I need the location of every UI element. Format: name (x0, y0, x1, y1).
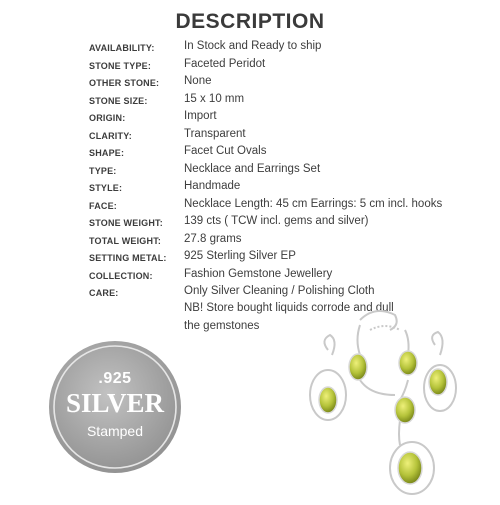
spec-row (89, 268, 494, 286)
spec-value: Faceted Peridot (184, 57, 266, 70)
spec-row (89, 40, 494, 58)
spec-row (89, 58, 494, 76)
badge-purity: .925 (98, 370, 132, 387)
spec-label: SHAPE: (89, 148, 125, 158)
spec-value: Facet Cut Ovals (184, 145, 267, 157)
spec-value: Only Silver Cleaning / Polishing Cloth (184, 285, 375, 297)
spec-label: CARE: (89, 288, 119, 298)
spec-row (89, 180, 494, 198)
spec-value: 139 cts ( TCW incl. gems and silver) (184, 215, 369, 227)
spec-value: Handmade (184, 180, 241, 192)
silver-stamp-badge (48, 340, 182, 474)
spec-label: STONE TYPE: (89, 60, 152, 71)
spec-value: Transparent (184, 127, 246, 140)
spec-row (89, 250, 494, 268)
spec-label: ORIGIN: (89, 113, 126, 123)
spec-value: 15 x 10 mm (184, 92, 245, 105)
spec-row (89, 93, 494, 111)
product-photo (300, 300, 500, 500)
spec-row (89, 75, 494, 93)
spec-label: STONE WEIGHT: (89, 218, 163, 228)
spec-value: 27.8 grams (184, 232, 242, 245)
spec-value: 925 Sterling Silver EP (184, 250, 296, 262)
spec-label: TOTAL WEIGHT: (89, 235, 162, 246)
spec-row (89, 128, 494, 146)
spec-label: TYPE: (89, 165, 117, 176)
spec-label: STONE SIZE: (89, 95, 148, 106)
spec-value: Import (184, 110, 217, 122)
necklace-earrings-image (300, 300, 500, 500)
spec-value: In Stock and Ready to ship (184, 40, 322, 52)
spec-value: None (184, 75, 212, 87)
spec-value: Fashion Gemstone Jewellery (184, 267, 333, 280)
spec-row (89, 145, 494, 163)
spec-label: AVAILABILITY: (89, 43, 155, 53)
badge-stamped: Stamped (86, 423, 144, 439)
page-title: DESCRIPTION (175, 10, 325, 33)
care-note-line-2: the gemstones (184, 320, 260, 332)
care-note-line-1: NB! Store bought liquids corrode and dull (184, 302, 394, 314)
spec-list (89, 40, 494, 303)
spec-value: Necklace Length: 45 cm Earrings: 5 cm incl. hooks (184, 197, 443, 210)
spec-row (89, 110, 494, 128)
spec-label: OTHER STONE: (89, 78, 160, 88)
spec-row (89, 198, 494, 216)
spec-label: SETTING METAL: (89, 253, 167, 263)
spec-row (89, 163, 494, 181)
spec-value: Necklace and Earrings Set (184, 162, 321, 175)
badge-metal: SILVER (65, 388, 165, 418)
spec-label: CLARITY: (89, 130, 132, 141)
spec-label: FACE: (89, 200, 117, 211)
spec-label: COLLECTION: (89, 270, 153, 281)
spec-label: STYLE: (89, 183, 123, 193)
spec-row (89, 233, 494, 251)
spec-row (89, 215, 494, 233)
